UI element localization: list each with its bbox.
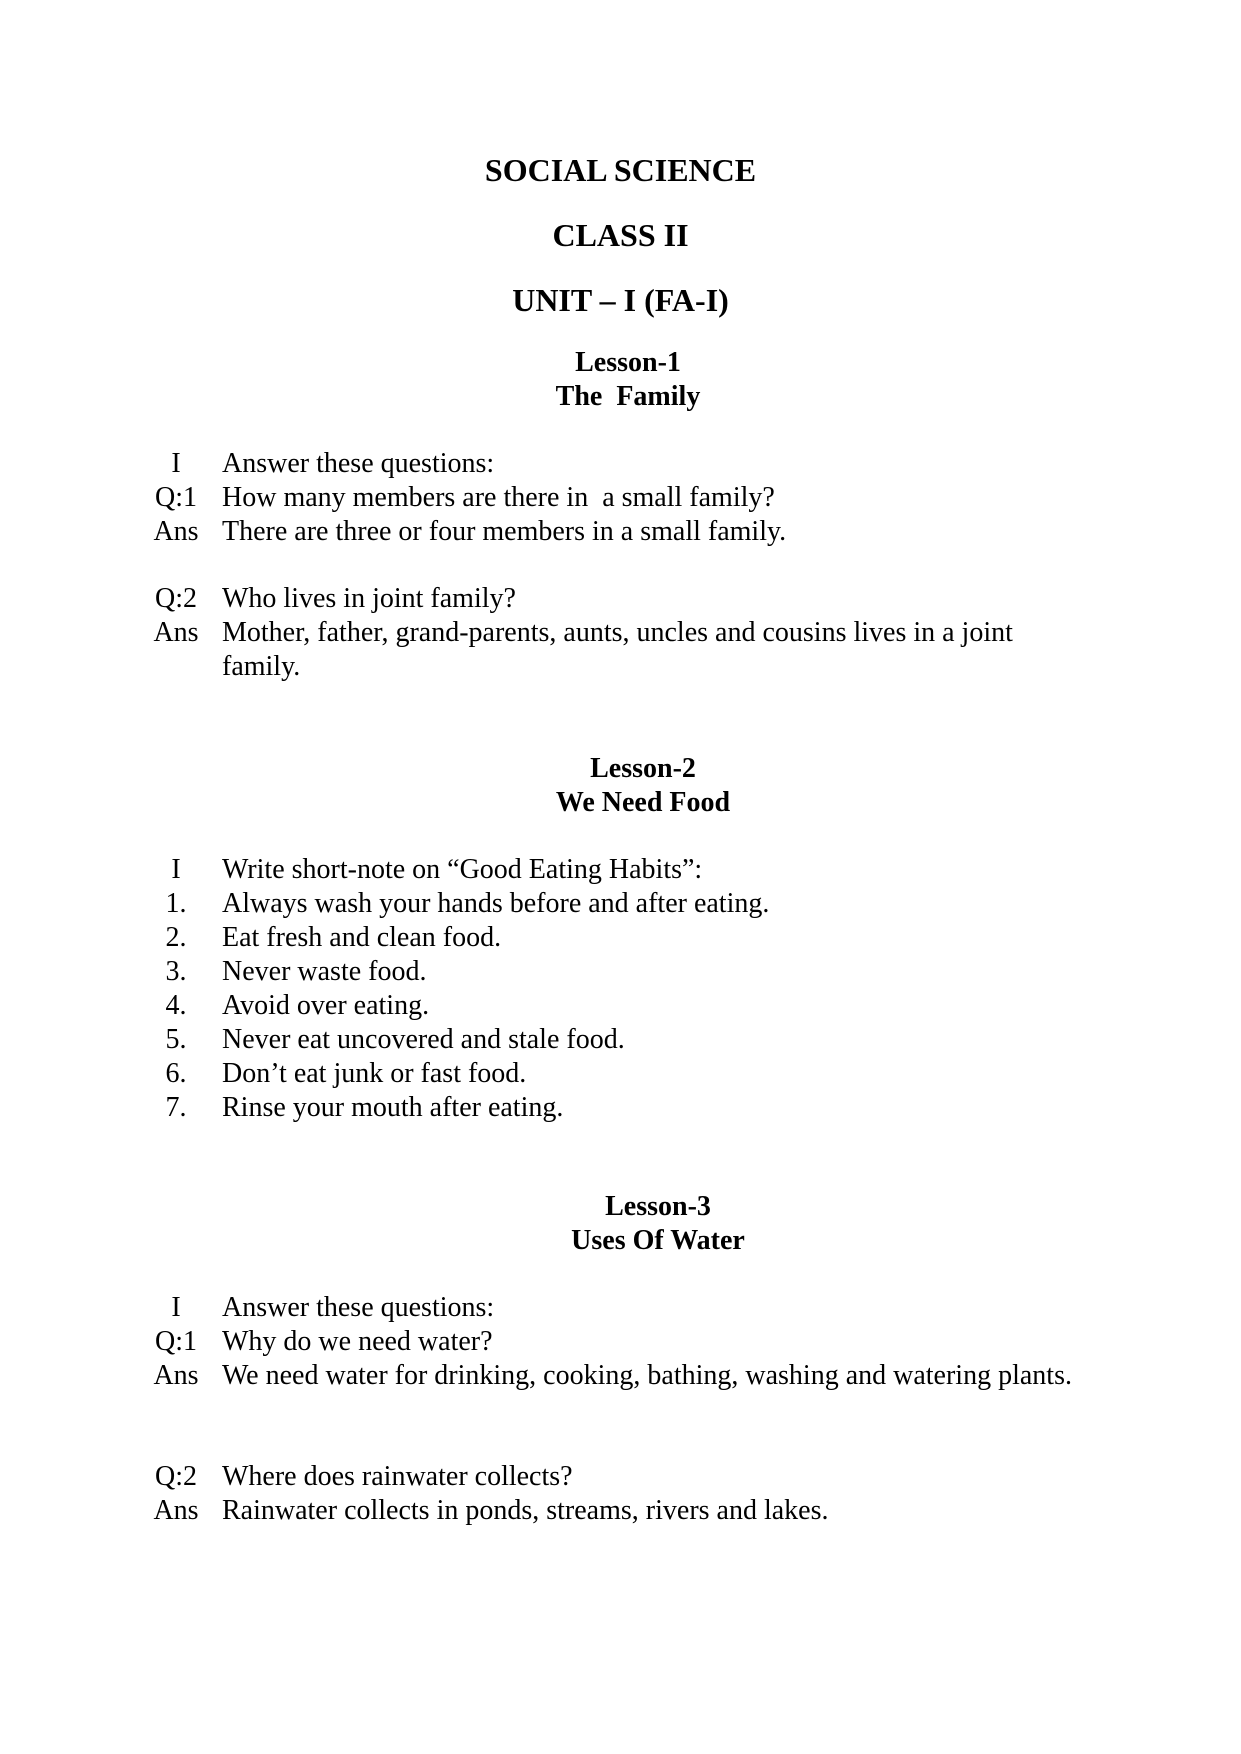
item-label: Ans — [153, 617, 199, 648]
item-label: Q:1 — [155, 482, 197, 513]
item-text: Mother, father, grand-parents, aunts, uncles and cousins lives in a joint family. — [222, 617, 1020, 682]
item-text: Write short-note on “Good Eating Habits”: — [222, 854, 703, 885]
item-label: Q:1 — [155, 1326, 197, 1357]
item-text: Rainwater collects in ponds, streams, rivers and lakes. — [222, 1495, 829, 1526]
item-text: Avoid over eating. — [222, 990, 430, 1021]
item-label: Ans — [153, 1495, 199, 1526]
lesson-2-title: We Need Food — [555, 787, 731, 818]
item-label: Ans — [153, 1360, 199, 1391]
item-label: 2. — [165, 922, 187, 953]
item-text: Who lives in joint family? — [222, 583, 516, 614]
lesson-1-title: The Family — [555, 381, 701, 412]
lesson-3-number: Lesson-3 — [605, 1191, 711, 1222]
item-label: 3. — [165, 956, 187, 987]
item-text: How many members are there in a small family? — [222, 482, 775, 513]
item-label: 6. — [165, 1058, 187, 1089]
item-text: Rinse your mouth after eating. — [222, 1092, 564, 1123]
class-title: CLASS II — [552, 217, 689, 253]
item-text: Eat fresh and clean food. — [222, 922, 502, 953]
lesson-1-number: Lesson-1 — [575, 347, 681, 378]
lesson-2-number: Lesson-2 — [590, 753, 696, 784]
item-text: Answer these questions: — [222, 448, 495, 479]
item-label: 4. — [165, 990, 187, 1021]
item-label: I — [171, 854, 181, 885]
item-label: 1. — [165, 888, 187, 919]
item-text: We need water for drinking, cooking, bathing, washing and watering plants. — [222, 1360, 1072, 1391]
item-text: Never eat uncovered and stale food. — [222, 1024, 625, 1055]
subject-title: SOCIAL SCIENCE — [484, 152, 757, 188]
item-text: Always wash your hands before and after eating. — [222, 888, 770, 919]
item-text: Where does rainwater collects? — [222, 1461, 573, 1492]
item-label: 7. — [165, 1092, 187, 1123]
item-label: I — [171, 448, 181, 479]
item-text: There are three or four members in a small family. — [222, 516, 787, 547]
item-label: Ans — [153, 516, 199, 547]
item-label: Q:2 — [155, 583, 197, 614]
item-text: Why do we need water? — [222, 1326, 493, 1357]
item-text: Never waste food. — [222, 956, 427, 987]
item-text: Answer these questions: — [222, 1292, 495, 1323]
item-label: I — [171, 1292, 181, 1323]
item-label: Q:2 — [155, 1461, 197, 1492]
lesson-3-title: Uses Of Water — [571, 1225, 745, 1256]
item-label: 5. — [165, 1024, 187, 1055]
item-text: Don’t eat junk or fast food. — [222, 1058, 527, 1089]
unit-title: UNIT – I (FA-I) — [512, 282, 729, 318]
